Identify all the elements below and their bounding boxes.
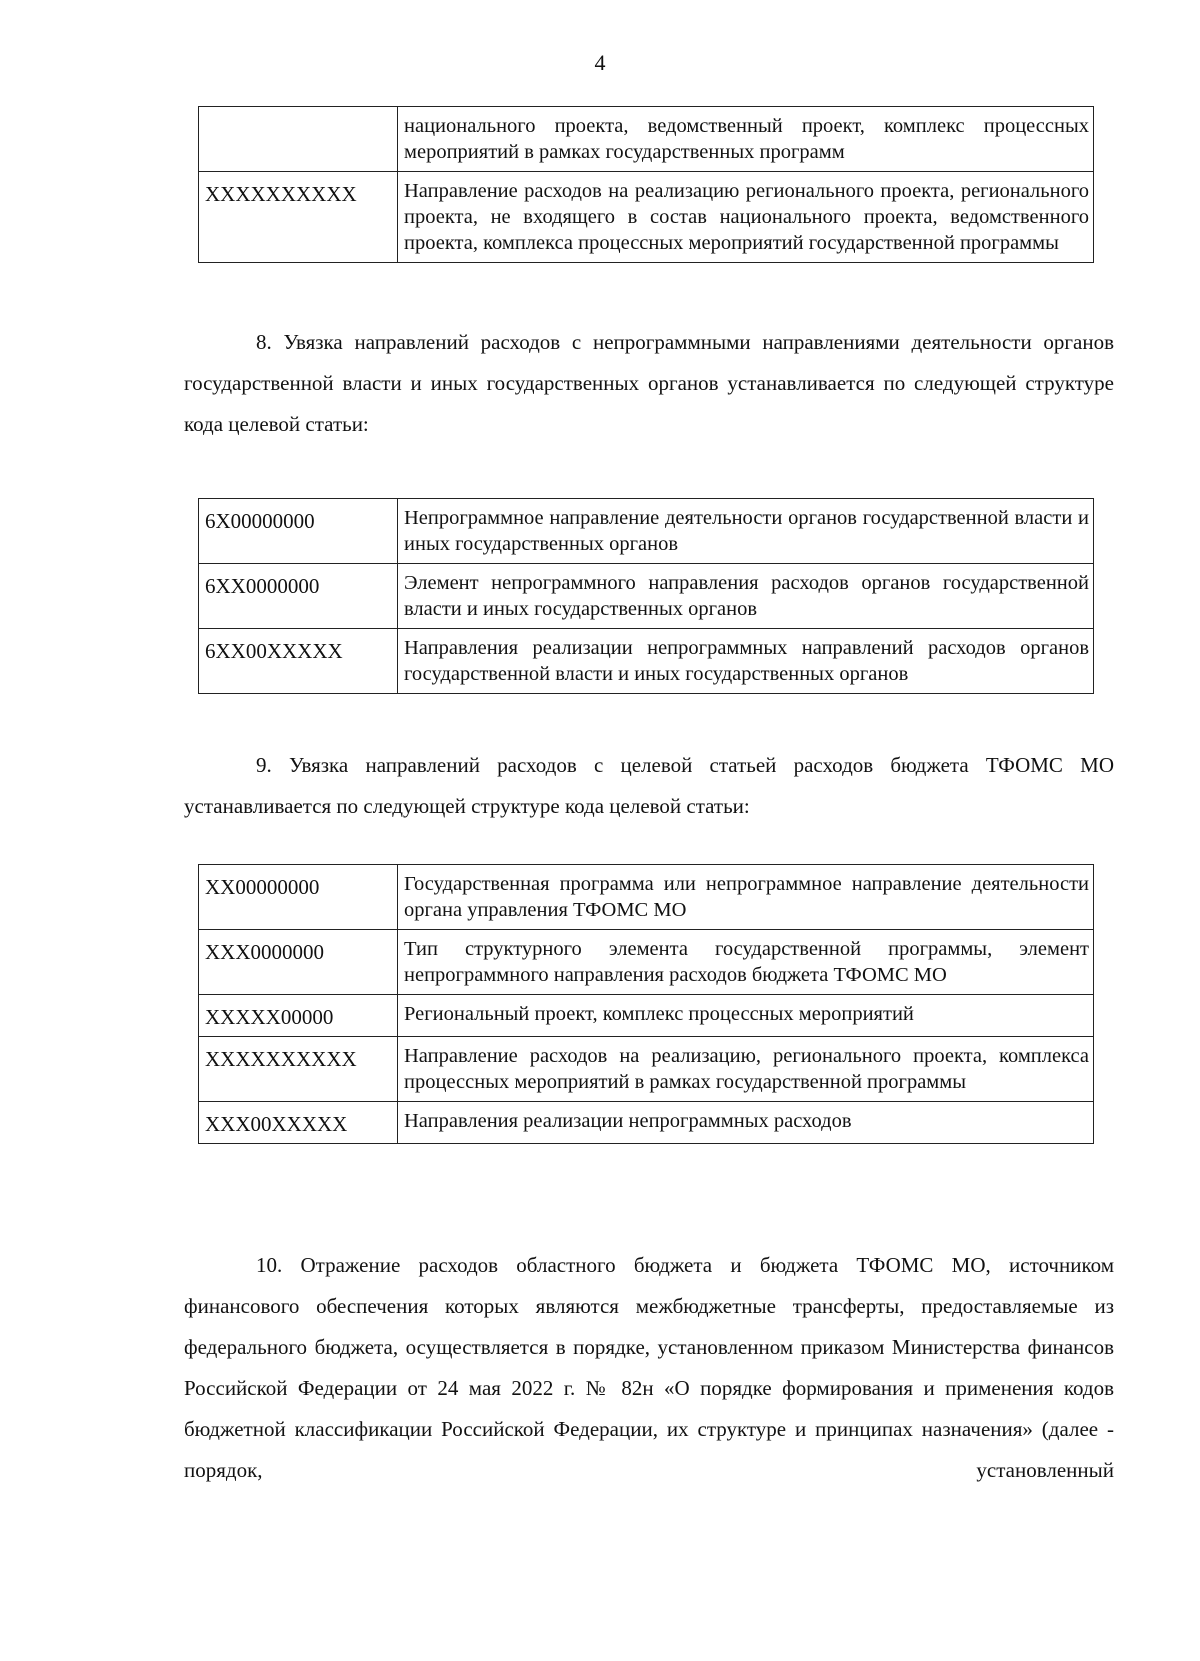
description-cell: Региональный проект, комплекс процессных мероприятий xyxy=(398,995,1094,1037)
description-cell: Направление расходов на реализацию, регионального проекта, комплекса процессных мероприятий в рамках государственной программы xyxy=(398,1037,1094,1102)
table-row xyxy=(199,629,1094,694)
description-cell: Направление расходов на реализацию регионального проекта, регионального проекта, не входящего в состав национального проекта, ведомственного проекта, комплекса процессных мероприятий государственной программы xyxy=(398,172,1094,263)
table-row xyxy=(199,172,1094,263)
code-cell xyxy=(199,107,398,172)
table-row xyxy=(199,995,1094,1037)
code-cell: 6XX0000000 xyxy=(199,564,398,629)
code-cell: XX00000000 xyxy=(199,865,398,930)
table-b xyxy=(198,498,1094,694)
description-cell: Непрограммное направление деятельности органов государственной власти и иных государственных органов xyxy=(398,499,1094,564)
code-cell: XXXXXXXXXX xyxy=(199,172,398,263)
paragraph-10: 10. Отражение расходов областного бюджета и бюджета ТФОМС МО, источником финансового обеспечения которых являются межбюджетные трансферты, предоставляемые из федерального бюджета, осуществляется в порядке, установленном приказом Министерства финансов Российской Федерации от 24 мая 2022 г. № 82н «О порядке формирования и применения кодов бюджетной классификации Российской Федерации, их структуре и принципах назначения» (далее - порядок, установленный xyxy=(184,1253,1114,1482)
code-cell: 6XX00XXXXX xyxy=(199,629,398,694)
code-cell: XXX00XXXXX xyxy=(199,1102,398,1144)
description-cell: Элемент непрограммного направления расходов органов государственной власти и иных государственных органов xyxy=(398,564,1094,629)
table-a xyxy=(198,106,1094,263)
code-cell: XXX0000000 xyxy=(199,930,398,995)
description-cell: Направления реализации непрограммных расходов xyxy=(398,1102,1094,1144)
paragraph-9: 9. Увязка направлений расходов с целевой статьей расходов бюджета ТФОМС МО устанавливается по следующей структуре кода целевой статьи: xyxy=(184,753,1114,818)
description-cell: национального проекта, ведомственный проект, комплекс процессных мероприятий в рамках государственных программ xyxy=(398,107,1094,172)
table-row xyxy=(199,107,1094,172)
paragraph-8: 8. Увязка направлений расходов с непрограммными направлениями деятельности органов государственной власти и иных государственных органов устанавливается по следующей структуре кода целевой статьи: xyxy=(184,330,1114,436)
page-number: 4 xyxy=(594,50,606,75)
description-cell: Государственная программа или непрограммное направление деятельности органа управления ТФОМС МО xyxy=(398,865,1094,930)
table-row xyxy=(199,1037,1094,1102)
table-row xyxy=(199,499,1094,564)
code-cell: XXXXX00000 xyxy=(199,995,398,1037)
table-row xyxy=(199,930,1094,995)
table-row xyxy=(199,564,1094,629)
description-cell: Тип структурного элемента государственной программы, элемент непрограммного направления расходов бюджета ТФОМС МО xyxy=(398,930,1094,995)
code-cell: 6X00000000 xyxy=(199,499,398,564)
table-row xyxy=(199,1102,1094,1144)
table-row xyxy=(199,865,1094,930)
code-cell: XXXXXXXXXX xyxy=(199,1037,398,1102)
description-cell: Направления реализации непрограммных направлений расходов органов государственной власти и иных государственных органов xyxy=(398,629,1094,694)
table-c xyxy=(198,864,1094,1144)
